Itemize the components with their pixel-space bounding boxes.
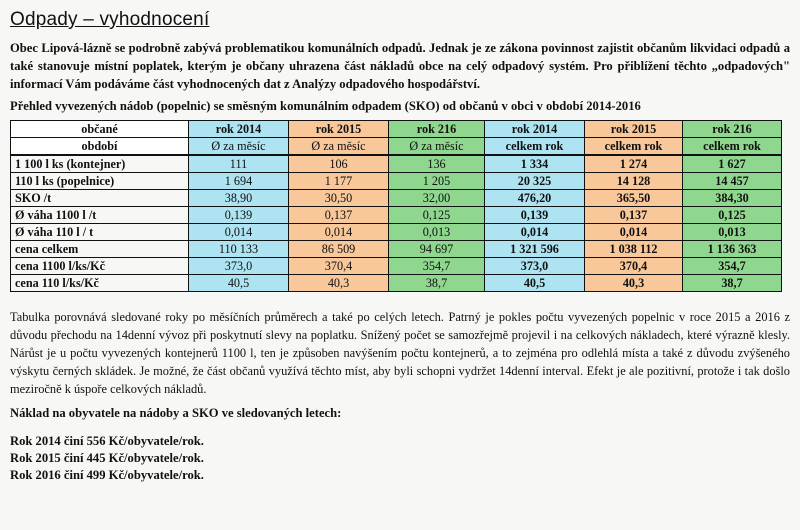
table-cell: 370,4 bbox=[585, 258, 683, 275]
table-cell: 0,013 bbox=[683, 224, 782, 241]
page-title: Odpady – vyhodnocení bbox=[10, 9, 210, 30]
table-cell: 1 038 112 bbox=[585, 241, 683, 258]
waste-table bbox=[10, 120, 782, 292]
description-paragraph: Tabulka porovnává sledované roky po měsíčních průměrech a také po celých letech. Patrný je pokles počtu vyvezených popelnic v roce 2015 a 2016 z důvodu přechodu na 14denní vývoz při poskytnutí slevy na poplatku. Snížený počet se samozřejmě projevil i na celkových nákladech, které výrazně klesly. Nárůst je u počtu vyvezených kontejnerů 1100 l, ten je způsoben navýšením počtu kontejnerů, a to zejména pro odlehlá místa a také z důvodu zvýšeného výskytu černých skládek. Je možné, že část občanů využívá těchto míst, aby byli schopni vydržet 14denní interval. Efekt je ale pozitivní, protože i tak došlo meziročně k úspoře celkových nákladů. bbox=[10, 310, 790, 396]
table-row bbox=[11, 173, 782, 190]
table-cell: 40,5 bbox=[485, 275, 585, 292]
table-row bbox=[11, 241, 782, 258]
table-row bbox=[11, 258, 782, 275]
table-row bbox=[11, 207, 782, 224]
row-label: Ø váha 110 l / t bbox=[11, 224, 189, 241]
table-heading: Přehled vyvezených nádob (popelnic) se směsným komunálním odpadem (SKO) od občanů v obci v období 2014-2016 bbox=[10, 99, 641, 113]
table-cell: 354,7 bbox=[683, 258, 782, 275]
table-cell: 110 133 bbox=[189, 241, 289, 258]
header-year: rok 216 bbox=[389, 121, 485, 138]
header-year: rok 2015 bbox=[289, 121, 389, 138]
header-label-period: období bbox=[11, 138, 189, 156]
table-cell: 373,0 bbox=[189, 258, 289, 275]
header-sub: Ø za měsíc bbox=[289, 138, 389, 156]
table-row bbox=[11, 224, 782, 241]
cost-line-2016: Rok 2016 činí 499 Kč/obyvatele/rok. bbox=[10, 468, 204, 482]
header-sub: celkem rok bbox=[485, 138, 585, 156]
header-sub: Ø za měsíc bbox=[189, 138, 289, 156]
table-row bbox=[11, 275, 782, 292]
table-cell: 0,014 bbox=[585, 224, 683, 241]
header-sub: Ø za měsíc bbox=[389, 138, 485, 156]
table-cell: 0,137 bbox=[585, 207, 683, 224]
table-cell: 38,90 bbox=[189, 190, 289, 207]
header-year: rok 2014 bbox=[189, 121, 289, 138]
header-year: rok 2014 bbox=[485, 121, 585, 138]
table-cell: 0,014 bbox=[485, 224, 585, 241]
table-cell: 86 509 bbox=[289, 241, 389, 258]
cost-line-2014: Rok 2014 činí 556 Kč/obyvatele/rok. bbox=[10, 434, 204, 448]
row-label: cena celkem bbox=[11, 241, 189, 258]
table-cell: 1 334 bbox=[485, 155, 585, 173]
table-row bbox=[11, 190, 782, 207]
table-cell: 1 321 596 bbox=[485, 241, 585, 258]
table-cell: 136 bbox=[389, 155, 485, 173]
table-cell: 0,137 bbox=[289, 207, 389, 224]
table-cell: 0,014 bbox=[189, 224, 289, 241]
table-cell: 476,20 bbox=[485, 190, 585, 207]
table-cell: 106 bbox=[289, 155, 389, 173]
table-cell: 20 325 bbox=[485, 173, 585, 190]
header-sub: celkem rok bbox=[585, 138, 683, 156]
intro-paragraph: Obec Lipová-lázně se podrobně zabývá problematikou komunálních odpadů. Jednak je ze zákona povinnost zajistit občanům likvidaci odpadů a také stanovuje místní poplatek, kterým je občany uhrazena část nákladů obce na celý odpadový systém. Pro přiblížení těchto „odpadových" informací Vám podáváme část vyhodnocených dat z Analýzy odpadového hospodářství. bbox=[10, 41, 790, 91]
cost-line-2015: Rok 2015 činí 445 Kč/obyvatele/rok. bbox=[10, 451, 204, 465]
table-cell: 38,7 bbox=[389, 275, 485, 292]
table-cell: 14 457 bbox=[683, 173, 782, 190]
header-year: rok 216 bbox=[683, 121, 782, 138]
table-cell: 1 694 bbox=[189, 173, 289, 190]
table-cell: 1 177 bbox=[289, 173, 389, 190]
table-cell: 0,139 bbox=[485, 207, 585, 224]
header-label-citizens: občané bbox=[11, 121, 189, 138]
cost-heading: Náklad na obyvatele na nádoby a SKO ve sledovaných letech: bbox=[10, 406, 342, 420]
table-header-row-period bbox=[11, 138, 782, 156]
header-sub: celkem rok bbox=[683, 138, 782, 156]
table-cell: 0,014 bbox=[289, 224, 389, 241]
table-cell: 40,3 bbox=[585, 275, 683, 292]
table-cell: 40,3 bbox=[289, 275, 389, 292]
table-cell: 94 697 bbox=[389, 241, 485, 258]
row-label: cena 1100 l/ks/Kč bbox=[11, 258, 189, 275]
table-cell: 30,50 bbox=[289, 190, 389, 207]
row-label: SKO /t bbox=[11, 190, 189, 207]
table-cell: 0,139 bbox=[189, 207, 289, 224]
row-label: 110 l ks (popelnice) bbox=[11, 173, 189, 190]
table-cell: 0,125 bbox=[683, 207, 782, 224]
table-cell: 365,50 bbox=[585, 190, 683, 207]
table-cell: 1 627 bbox=[683, 155, 782, 173]
row-label: cena 110 l/ks/Kč bbox=[11, 275, 189, 292]
table-row bbox=[11, 155, 782, 173]
table-cell: 1 205 bbox=[389, 173, 485, 190]
table-cell: 32,00 bbox=[389, 190, 485, 207]
table-cell: 40,5 bbox=[189, 275, 289, 292]
table-cell: 0,125 bbox=[389, 207, 485, 224]
table-cell: 1 136 363 bbox=[683, 241, 782, 258]
table-header-row-years bbox=[11, 121, 782, 138]
table-cell: 0,013 bbox=[389, 224, 485, 241]
table-cell: 14 128 bbox=[585, 173, 683, 190]
table-cell: 373,0 bbox=[485, 258, 585, 275]
table-cell: 38,7 bbox=[683, 275, 782, 292]
table-cell: 111 bbox=[189, 155, 289, 173]
table-cell: 370,4 bbox=[289, 258, 389, 275]
row-label: 1 100 l ks (kontejner) bbox=[11, 155, 189, 173]
table-cell: 354,7 bbox=[389, 258, 485, 275]
header-year: rok 2015 bbox=[585, 121, 683, 138]
table-cell: 1 274 bbox=[585, 155, 683, 173]
table-cell: 384,30 bbox=[683, 190, 782, 207]
row-label: Ø váha 1100 l /t bbox=[11, 207, 189, 224]
